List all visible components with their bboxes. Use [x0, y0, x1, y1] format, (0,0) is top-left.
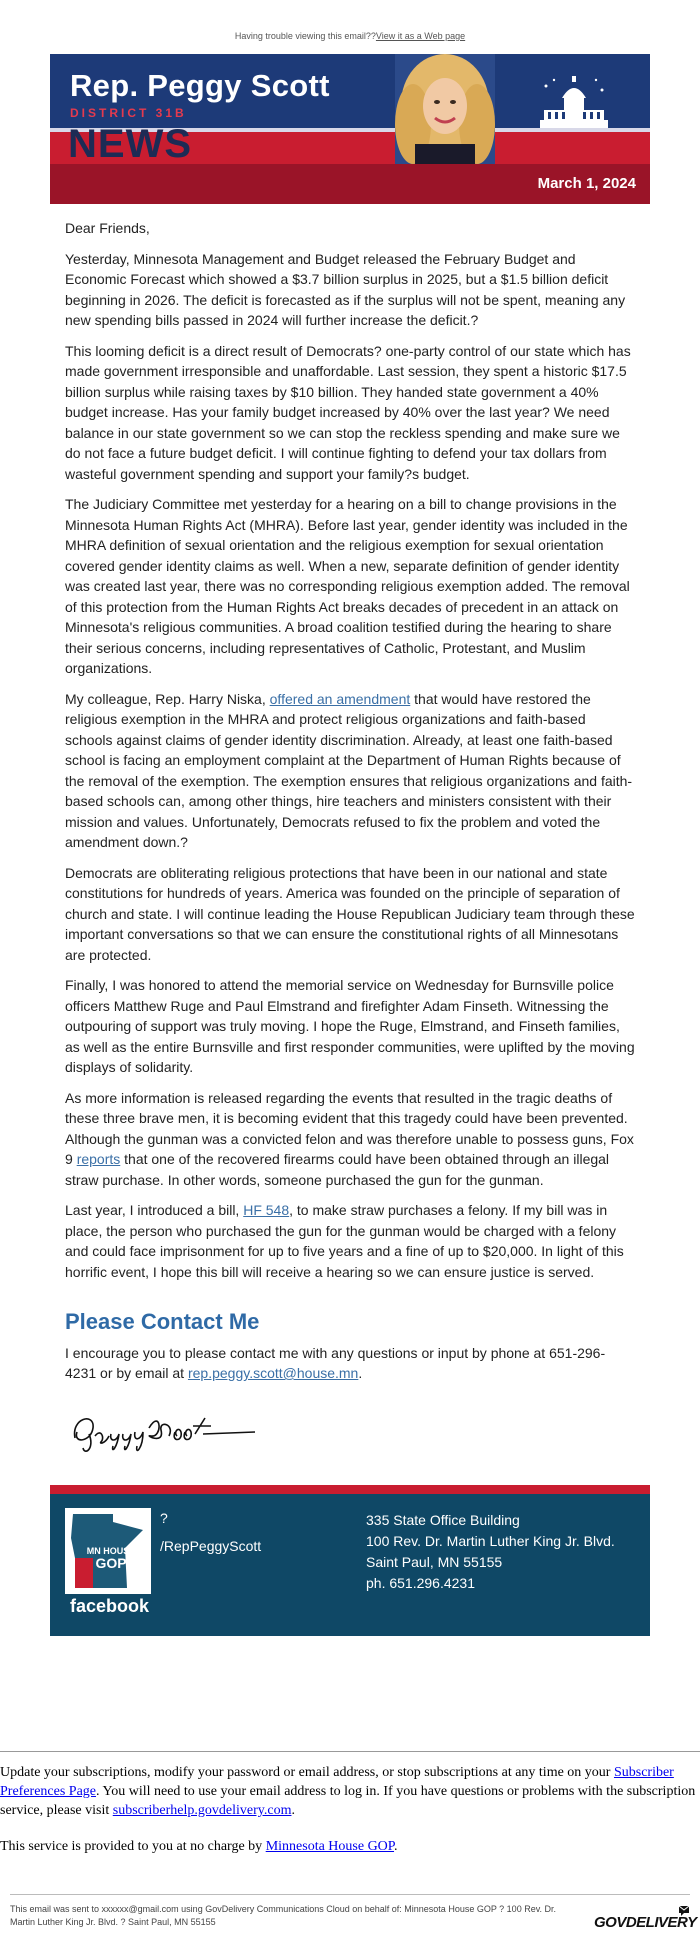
newsletter-body — [50, 204, 650, 1475]
divider — [10, 1894, 690, 1895]
paragraph-4: My colleague, Rep. Harry Niska, offered an amendment that would have restored the religious exemption in the MHRA and protect religious organizations and faith-based schools against claims of gender identity discrimination. Already, at least one faith-based school is facing an employment complaint at the Department of Human Rights because of the removal of the exemption. The exemption ensures that religious organizations and faith-based schools can, among other things, hire teachers and ministers consistent with their mission and values. Unfortunately, Democrats refused to fix the problem and voted the amendment down.? — [65, 690, 633, 850]
minnesota-house-gop-link[interactable]: Minnesota House GOP — [265, 1839, 395, 1854]
divider — [0, 1751, 700, 1752]
paragraph-6: Finally, I was honored to attend the memorial service on Wednesday for Burnsville police officers Matthew Ruge and Paul Elmstrand and firefighter Adam Finseth. Witnessing the outpouring of support was truly moving. I hope the Ruge, Elmstrand, and Finseth families, as well as the entire Burnsville and first responder communities, were uplifted by the moving displays of solidarity. — [65, 977, 635, 1075]
govdelivery-note: This email was sent to xxxxxx@gmail.com using GovDelivery Communications Cloud on behalf of: Minnesota House GOP ? 100 Rev. Dr. Martin Luther King Jr. Blvd. ? Saint Paul, MN 55155 — [10, 1904, 557, 1927]
header-banner — [50, 54, 650, 204]
paragraph-5: Democrats are obliterating religious protections that have been in our national and state constitutions for hundreds of years. America was founded on the principle of separation of church and state. I will continue leading the House Republican Judiciary team through these important conversations so that we can ensure the constitutional rights of all Minnesotans are protected. — [65, 864, 635, 963]
envelope-icon — [678, 1904, 690, 1916]
minnesota-map-icon — [65, 1508, 151, 1594]
office-address — [366, 1510, 615, 1594]
view-web-page-link[interactable]: View it as a Web page — [375, 31, 466, 41]
subscription-paragraph: Update your subscriptions, modify your password or email address, or stop subscriptions at any time on your Subscriber Preferences Page. You will need to use your email address to log in. If you have questions or problems with the subscription service, please visit subscriberhelp.govdelivery.com. — [0, 1765, 696, 1818]
preheader-text: Having trouble viewing this email?? — [234, 31, 376, 41]
paragraph-7: As more information is released regarding the events that resulted in the tragic deaths of these three brave men, it is becoming evident that this tragedy could have been prevented. Although the gunman was a convicted felon and was therefore unable to possess guns, Fox 9 reports that one of the recovered firearms could have been obtained through an illegal straw purchase. In other words, someone purchased the gun for the gunman. — [65, 1089, 634, 1188]
offered-amendment-link[interactable]: offered an amendment — [269, 690, 411, 707]
facebook-label[interactable]: facebook — [70, 1596, 150, 1616]
paragraph-2: This looming deficit is a direct result of Democrats? one-party control of our state which has made government irresponsible and unaffordable. Last session, they spent a historic $17.5 billion surplus while raising taxes by $10 billion. They handed state government a 40% budget increase. Has your family budget increased by 40% over the last year? We need balance in our state government so we can stop the reckless spending and make sure we do not face a future budget deficit. I will continue fighting to defend your tax dollars from wasteful government spending and support your family?s budget. — [65, 342, 631, 482]
paragraph-3: The Judiciary Committee met yesterday for a hearing on a bill to change provisions in the Minnesota Human Rights Act (MHRA). Before last year, gender identity was included in the MHRA definition of sexual orientation and the religious exemption for sexual orientation covered gender identity claims as well. When a new, separate definition of gender identity was created last year, there was no corresponding religious exemption added. The removal of this protection from the Human Rights Act breaks decades of precedent in an attack on Minnesota's religious communities. A broad coalition testified during the hearing to share their serious concerns, including representatives of Catholic, Protestant, and Muslim organizations. — [65, 496, 630, 676]
subscriber-help-link[interactable]: subscriberhelp.govdelivery.com — [112, 1803, 292, 1818]
email-container — [50, 54, 650, 1636]
paragraph-8: Last year, I introduced a bill, HF 548, to make straw purchases a felony. If my bill was in place, the person who purchased the gun for the gunman would be charged with a felony and could face imprisonment for up to five years and a fine of up to $20,000. In light of this horrific event, I hope this bill will receive a hearing so we can ensure justice is served. — [65, 1202, 624, 1280]
facebook-handle[interactable]: /RepPeggyScott — [160, 1538, 262, 1554]
address-line: Saint Paul, MN 55155 — [366, 1554, 503, 1570]
contact-paragraph: I encourage you to please contact me with any questions or input by phone at 651-296-4231 or by email at rep.peggy.scott@house.mn. — [65, 1344, 606, 1381]
email-link[interactable]: rep.peggy.scott@house.mn — [187, 1365, 359, 1381]
social-placeholder: ? — [160, 1510, 168, 1526]
signature-image — [65, 1398, 265, 1460]
address-line: 100 Rev. Dr. Martin Luther King Jr. Blvd. — [366, 1533, 615, 1549]
mnhouse-gop-logo[interactable] — [65, 1508, 151, 1594]
district-label: DISTRICT 31B — [70, 106, 187, 120]
phone-line: ph. 651.296.4231 — [366, 1575, 475, 1591]
footer-block — [50, 1485, 650, 1636]
portrait-photo — [395, 54, 495, 164]
capitol-icon — [534, 76, 614, 132]
address-line: 335 State Office Building — [366, 1512, 520, 1528]
contact-heading: Please Contact Me — [65, 1309, 260, 1334]
service-paragraph: This service is provided to you at no charge by Minnesota House GOP. — [0, 1839, 398, 1854]
subscription-info — [0, 1763, 700, 1873]
news-label: NEWS — [68, 122, 192, 166]
rep-name: Rep. Peggy Scott — [70, 68, 330, 103]
footer-contact — [50, 1494, 650, 1636]
hf-548-link[interactable]: HF 548 — [243, 1202, 290, 1218]
subscriber-preferences-link[interactable]: Subscriber Preferences Page — [0, 1765, 674, 1799]
paragraph-1: Yesterday, Minnesota Management and Budget released the February Budget and Economic Forecast which showed a $3.7 billion surplus in 2025, but a $1.5 billion deficit beginning in 2026. The deficit is forecasted as if the surplus will not be spent, meaning any new spending bills passed in 2024 will further increase the deficit.? — [65, 250, 626, 328]
greeting: Dear Friends, — [65, 220, 150, 236]
issue-date: March 1, 2024 — [537, 175, 636, 192]
govdelivery-logo: GOVDELIVERY — [594, 1914, 697, 1931]
svg-text:GOP: GOP — [95, 1555, 127, 1571]
preheader — [0, 31, 700, 41]
reports-link[interactable]: reports — [76, 1151, 121, 1167]
svg-text:MN HOUSE: MN HOUSE — [86, 1546, 136, 1556]
